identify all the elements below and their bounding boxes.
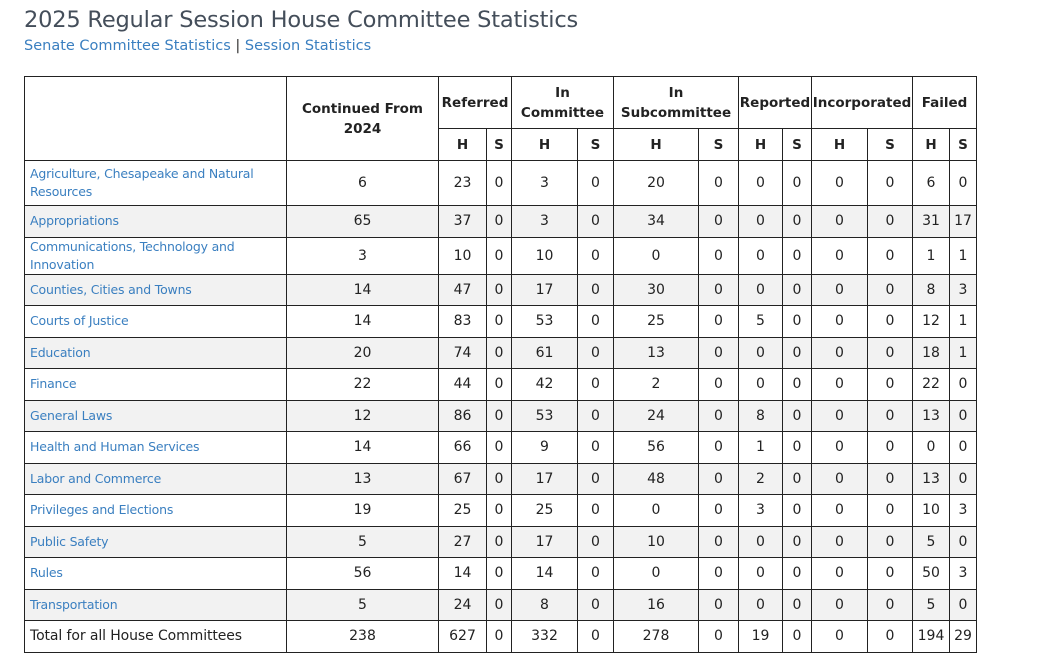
stat-cell: 0 [578,558,614,590]
stat-cell: 17 [512,526,578,558]
stat-cell: 24 [614,400,699,432]
stat-cell: 10 [913,495,950,527]
stat-cell: 0 [699,237,739,274]
stat-cell: 0 [783,369,812,401]
reported-h-header: H [739,129,783,161]
stat-cell: 44 [439,369,487,401]
stat-cell: 0 [868,432,913,464]
stat-cell: 1 [739,432,783,464]
stat-cell: 1 [950,237,977,274]
stat-cell: 0 [699,495,739,527]
stat-cell: 0 [812,495,868,527]
committee-cell [25,495,287,527]
table-row [25,526,977,558]
incorporated-h-header: H [812,129,868,161]
table-row [25,161,977,206]
stat-cell: 0 [868,161,913,206]
stat-cell: 0 [739,369,783,401]
stat-cell: 0 [868,206,913,238]
stat-cell: 0 [812,558,868,590]
total-cell: 332 [512,621,578,653]
table-row [25,206,977,238]
total-cell: 0 [783,621,812,653]
committee-header [25,77,287,161]
stat-cell: 0 [739,589,783,621]
stat-cell: 0 [812,400,868,432]
committee-link[interactable]: Education [30,344,91,360]
stat-cell: 3 [287,237,439,274]
stat-cell: 0 [783,206,812,238]
in-subcommittee-h-header: H [614,129,699,161]
committee-statistics-table [24,76,977,653]
committee-cell [25,274,287,306]
stat-cell: 0 [487,337,512,369]
stat-cell: 14 [287,306,439,338]
table-row [25,463,977,495]
committee-link[interactable]: General Laws [30,407,113,423]
stat-cell: 0 [578,400,614,432]
stat-cell: 25 [512,495,578,527]
stat-cell: 12 [913,306,950,338]
stat-cell: 66 [439,432,487,464]
stat-cell: 83 [439,306,487,338]
link-separator: | [235,38,241,54]
stat-cell: 5 [287,589,439,621]
failed-header: Failed [913,77,977,129]
table-row [25,369,977,401]
stat-cell: 31 [913,206,950,238]
committee-link[interactable]: Courts of Justice [30,313,129,329]
stat-cell: 1 [950,306,977,338]
stat-cell: 0 [578,306,614,338]
stat-cell: 0 [812,432,868,464]
stat-cell: 5 [287,526,439,558]
reported-s-header: S [783,129,812,161]
stat-cell: 10 [512,237,578,274]
stat-cell: 0 [868,237,913,274]
stat-cell: 0 [783,400,812,432]
stat-cell: 9 [512,432,578,464]
committee-cell [25,369,287,401]
total-cell: 278 [614,621,699,653]
stat-cell: 0 [783,463,812,495]
stat-cell: 61 [512,337,578,369]
stat-cell: 30 [614,274,699,306]
stat-cell: 10 [439,237,487,274]
senate-committee-statistics-link[interactable]: Senate Committee Statistics [24,38,231,54]
referred-s-header: S [487,129,512,161]
stat-cell: 0 [783,161,812,206]
stat-cell: 3 [512,161,578,206]
stat-cell: 0 [699,274,739,306]
stat-cell: 0 [614,558,699,590]
stat-cell: 0 [578,495,614,527]
table-row [25,237,977,274]
stat-cell: 18 [913,337,950,369]
stat-cell: 0 [487,161,512,206]
stat-cell: 0 [699,161,739,206]
stat-cell: 0 [783,558,812,590]
stat-cell: 0 [739,206,783,238]
committee-cell [25,558,287,590]
stat-cell: 53 [512,400,578,432]
referred-header: Referred [439,77,512,129]
stat-cell: 0 [578,337,614,369]
stat-cell: 3 [950,558,977,590]
total-cell: 238 [287,621,439,653]
committee-cell [25,237,287,274]
stat-cell: 0 [950,463,977,495]
stat-cell: 22 [913,369,950,401]
stat-cell: 1 [950,337,977,369]
stat-cell: 6 [287,161,439,206]
stat-cell: 10 [614,526,699,558]
stat-cell: 0 [739,274,783,306]
stat-cell: 2 [614,369,699,401]
committee-cell [25,526,287,558]
table-row [25,400,977,432]
stat-cell: 0 [739,161,783,206]
stat-cell: 0 [812,206,868,238]
stat-cell: 42 [512,369,578,401]
stat-cell: 0 [868,337,913,369]
stat-cell: 17 [950,206,977,238]
stat-cell: 3 [950,495,977,527]
stat-cell: 0 [487,237,512,274]
stat-cell: 23 [439,161,487,206]
committee-cell [25,306,287,338]
table-row [25,306,977,338]
stat-cell: 17 [512,274,578,306]
stat-cell: 0 [578,432,614,464]
incorporated-header: Incorporated [812,77,913,129]
stat-cell: 13 [913,400,950,432]
stat-cell: 0 [487,400,512,432]
stat-cell: 0 [699,558,739,590]
stat-cell: 0 [699,306,739,338]
stat-cell: 8 [913,274,950,306]
stat-cell: 20 [614,161,699,206]
committee-link[interactable]: Appropriations [30,213,119,229]
committee-cell [25,589,287,621]
stat-cell: 0 [950,432,977,464]
stat-cell: 0 [487,432,512,464]
stat-cell: 20 [287,337,439,369]
stat-cell: 0 [487,306,512,338]
table-row [25,558,977,590]
table-row [25,432,977,464]
stat-cell: 0 [783,589,812,621]
stat-cell: 0 [578,369,614,401]
stat-cell: 0 [812,237,868,274]
committee-cell [25,463,287,495]
page-header [24,6,578,56]
stat-cell: 0 [487,206,512,238]
committee-cell [25,161,287,206]
stat-cell: 0 [783,237,812,274]
in-subcommittee-header: In Subcommittee [614,77,739,129]
stat-cell: 24 [439,589,487,621]
stat-cell: 50 [913,558,950,590]
stat-cell: 5 [913,526,950,558]
stat-cell: 0 [614,495,699,527]
stat-cell: 37 [439,206,487,238]
committee-link[interactable]: Agriculture, Chesapeake and Natural Resources [30,166,254,199]
in-committee-s-header: S [578,129,614,161]
stat-cell: 0 [739,337,783,369]
stat-cell: 0 [868,495,913,527]
stat-cell: 0 [950,526,977,558]
total-cell: 0 [578,621,614,653]
in-committee-header: In Committee [512,77,614,129]
committee-link[interactable]: Public Safety [30,533,109,549]
stat-cell: 0 [812,337,868,369]
stat-cell: 0 [578,206,614,238]
stat-cell: 0 [812,463,868,495]
stat-cell: 14 [439,558,487,590]
table-row [25,589,977,621]
committee-link[interactable]: Health and Human Services [30,439,200,455]
stat-cell: 19 [287,495,439,527]
stat-cell: 3 [739,495,783,527]
stat-cell: 0 [739,526,783,558]
total-row [25,621,977,653]
committee-link[interactable]: Privileges and Elections [30,502,174,518]
committee-link[interactable]: Communications, Technology and Innovation [30,238,235,272]
stat-cell: 47 [439,274,487,306]
total-cell: 0 [487,621,512,653]
stat-cell: 0 [950,400,977,432]
stat-cell: 0 [487,558,512,590]
stat-cell: 53 [512,306,578,338]
stat-cell: 0 [487,495,512,527]
stat-cell: 0 [699,589,739,621]
stat-cell: 65 [287,206,439,238]
stat-cell: 0 [812,526,868,558]
stat-cell: 0 [868,306,913,338]
stat-cell: 13 [287,463,439,495]
in-subcommittee-s-header: S [699,129,739,161]
committee-link[interactable]: Counties, Cities and Towns [30,281,192,297]
stat-cell: 14 [287,274,439,306]
stat-cell: 5 [739,306,783,338]
total-cell: 19 [739,621,783,653]
total-cell: 0 [868,621,913,653]
failed-s-header: S [950,129,977,161]
stat-cell: 25 [439,495,487,527]
stat-cell: 0 [739,558,783,590]
stat-cell: 0 [783,337,812,369]
stat-cell: 0 [868,463,913,495]
stat-cell: 6 [913,161,950,206]
stat-cell: 56 [287,558,439,590]
in-committee-h-header: H [512,129,578,161]
stat-cell: 0 [699,463,739,495]
committee-cell [25,400,287,432]
stats-links [24,36,578,56]
stat-cell: 0 [487,463,512,495]
stat-cell: 0 [913,432,950,464]
total-cell: 627 [439,621,487,653]
stat-cell: 0 [783,526,812,558]
stat-cell: 86 [439,400,487,432]
referred-h-header: H [439,129,487,161]
stat-cell: 0 [699,526,739,558]
committee-link[interactable]: Labor and Commerce [30,470,162,486]
stat-cell: 74 [439,337,487,369]
stat-cell: 0 [487,526,512,558]
stat-cell: 0 [578,237,614,274]
total-cell: 194 [913,621,950,653]
stat-cell: 0 [699,206,739,238]
stat-cell: 2 [739,463,783,495]
stat-cell: 0 [739,237,783,274]
session-statistics-link[interactable]: Session Statistics [244,38,372,54]
stat-cell: 0 [812,306,868,338]
stat-cell: 0 [699,432,739,464]
committee-link[interactable]: Rules [30,565,63,581]
stat-cell: 0 [578,274,614,306]
stat-cell: 13 [614,337,699,369]
stat-cell: 3 [950,274,977,306]
failed-h-header: H [913,129,950,161]
stat-cell: 0 [699,337,739,369]
stat-cell: 0 [783,306,812,338]
stat-cell: 67 [439,463,487,495]
stat-cell: 0 [950,369,977,401]
stat-cell: 25 [614,306,699,338]
committee-cell [25,337,287,369]
stat-cell: 1 [913,237,950,274]
stat-cell: 16 [614,589,699,621]
stat-cell: 0 [783,432,812,464]
committee-cell [25,432,287,464]
stat-cell: 34 [614,206,699,238]
stat-cell: 13 [913,463,950,495]
stat-cell: 0 [812,589,868,621]
committee-cell [25,206,287,238]
reported-header: Reported [739,77,812,129]
incorporated-s-header: S [868,129,913,161]
stat-cell: 14 [512,558,578,590]
stat-cell: 0 [868,589,913,621]
committee-link[interactable]: Transportation [30,596,118,612]
total-label: Total for all House Committees [25,621,287,653]
stat-cell: 48 [614,463,699,495]
stat-cell: 0 [699,369,739,401]
committee-link[interactable]: Finance [30,376,77,392]
stat-cell: 56 [614,432,699,464]
continued-header: Continued From 2024 [287,77,439,161]
table-row [25,337,977,369]
table-row [25,274,977,306]
stat-cell: 0 [950,589,977,621]
stat-cell: 0 [868,526,913,558]
stat-cell: 0 [578,526,614,558]
page-title: 2025 Regular Session House Committee Statistics [24,7,579,33]
table-row [25,495,977,527]
stat-cell: 12 [287,400,439,432]
stat-cell: 0 [578,589,614,621]
stat-cell: 0 [614,237,699,274]
stat-cell: 0 [487,274,512,306]
stat-cell: 0 [812,161,868,206]
total-cell: 0 [699,621,739,653]
stat-cell: 0 [950,161,977,206]
stat-cell: 0 [578,161,614,206]
stat-cell: 8 [739,400,783,432]
stat-cell: 17 [512,463,578,495]
stat-cell: 14 [287,432,439,464]
stat-cell: 0 [578,463,614,495]
stat-cell: 0 [868,274,913,306]
stat-cell: 0 [487,589,512,621]
stat-cell: 0 [783,495,812,527]
stat-cell: 0 [868,369,913,401]
stat-cell: 0 [812,369,868,401]
stat-cell: 0 [812,274,868,306]
stat-cell: 0 [868,558,913,590]
stat-cell: 5 [913,589,950,621]
stat-cell: 0 [699,400,739,432]
stat-cell: 0 [487,369,512,401]
stat-cell: 27 [439,526,487,558]
total-cell: 0 [812,621,868,653]
total-cell: 29 [950,621,977,653]
stat-cell: 22 [287,369,439,401]
stat-cell: 8 [512,589,578,621]
stat-cell: 0 [868,400,913,432]
stat-cell: 3 [512,206,578,238]
stat-cell: 0 [783,274,812,306]
